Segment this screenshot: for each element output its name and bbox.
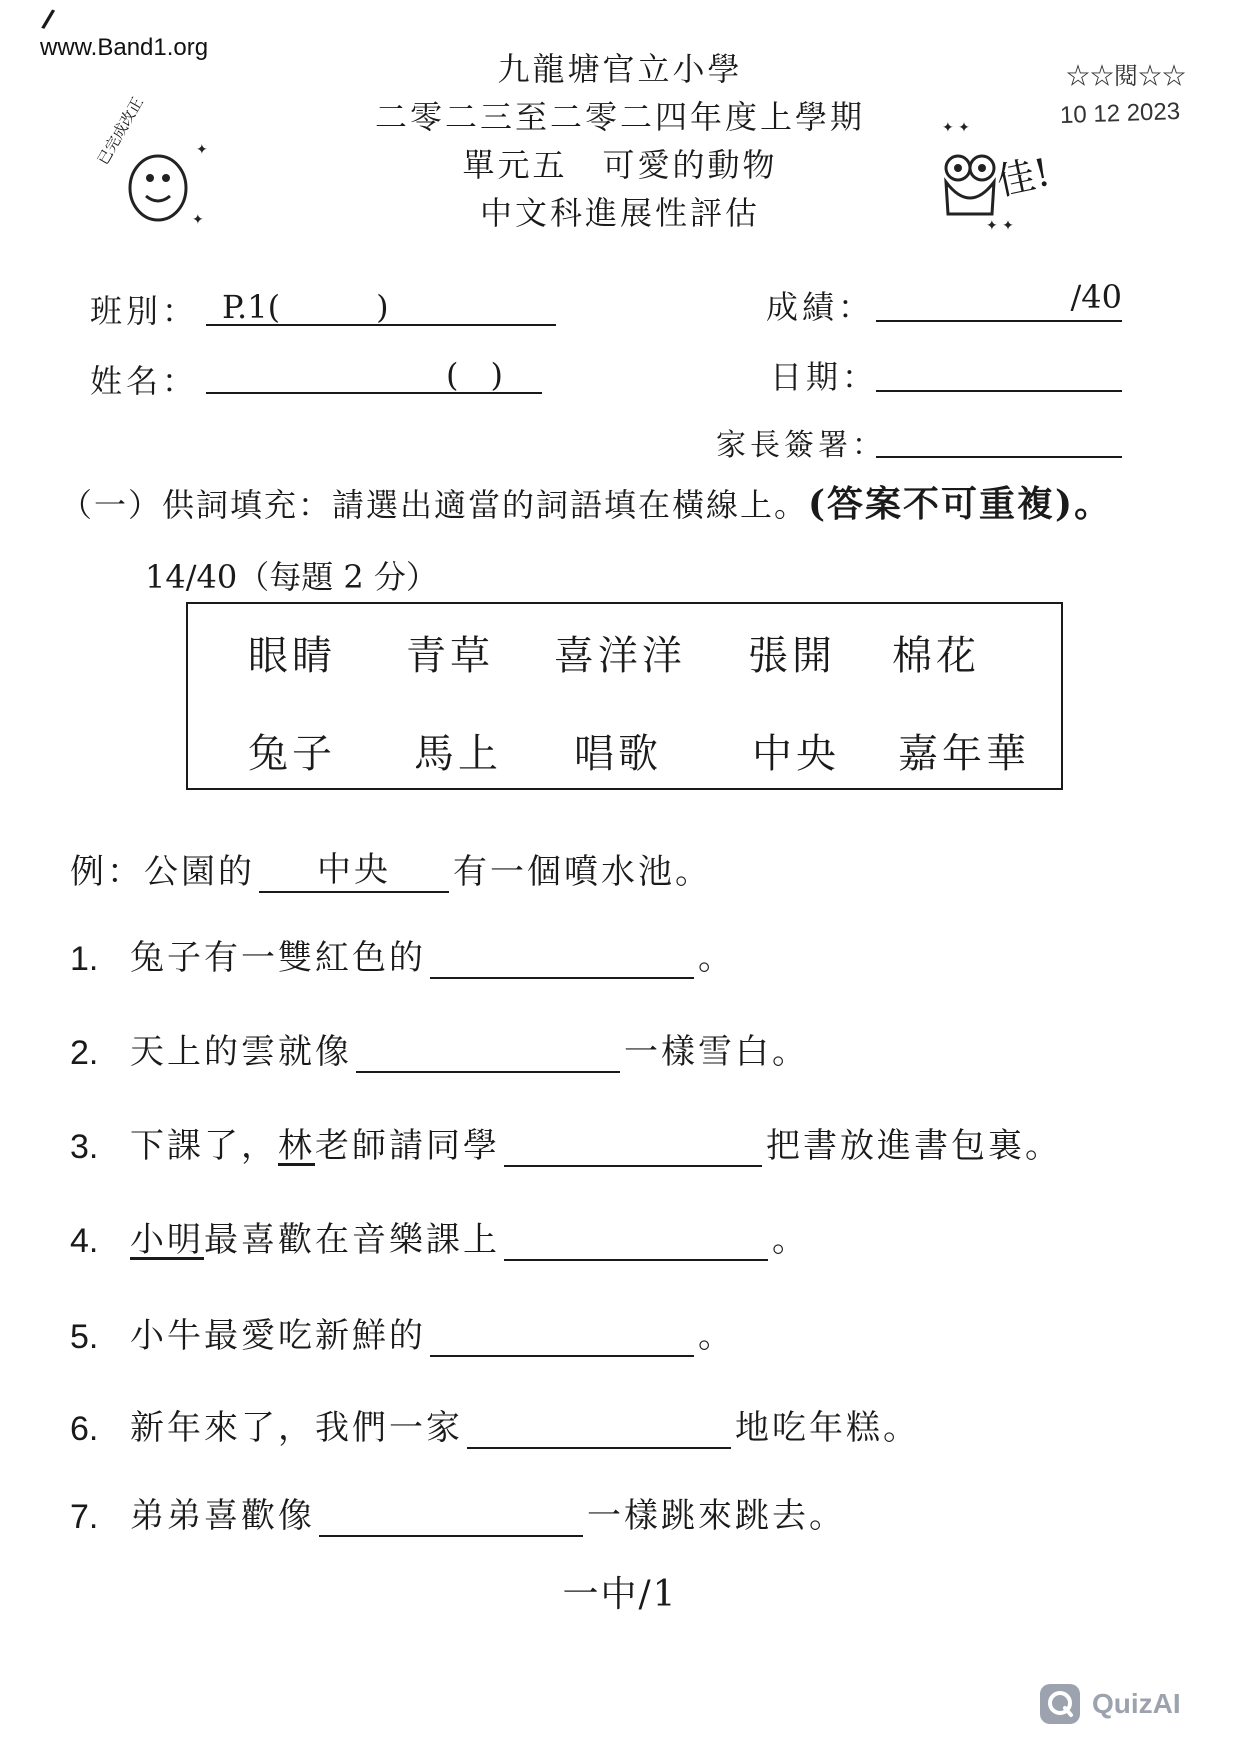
word-bank-item: 喜洋洋 (554, 633, 686, 679)
question-text: 最喜歡在音樂課上 (204, 1220, 500, 1260)
section-note: (答案不可重複)。 (808, 483, 1113, 525)
question-text: 一樣雪白。 (624, 1032, 809, 1072)
section-instruction: （一）供詞填充：請選出適當的詞語填在橫線上。 (60, 486, 809, 524)
question-number: 3. (70, 1128, 99, 1166)
section-title (60, 476, 1112, 527)
assessment-title: 中文科進展性評估 (479, 194, 760, 232)
page-footer: 一中/1 (562, 1574, 678, 1615)
class-label: 班別： (90, 292, 199, 330)
question-text: 兔子有一雙紅色的 (130, 938, 426, 978)
question-4 (70, 1212, 809, 1261)
question-3 (70, 1118, 1062, 1167)
name-label: 姓名： (90, 362, 199, 400)
question-text: 天上的雲就像 (130, 1032, 352, 1072)
question-text: 弟弟喜歡像 (130, 1496, 315, 1536)
question-number: 5. (70, 1318, 99, 1356)
word-bank-item: 棉花 (892, 633, 980, 679)
question-number: 1. (70, 940, 99, 978)
school-term: 二零二三至二零二四年度上學期 (374, 98, 865, 136)
word-bank-item: 張開 (748, 633, 836, 679)
review-stamp: ☆☆閱☆☆ (1066, 63, 1186, 90)
question-number: 4. (70, 1222, 99, 1260)
date-label: 日期： (770, 358, 879, 396)
question-text: 小牛最愛吃新鮮的 (130, 1316, 426, 1356)
quizai-logo-icon (1038, 1682, 1082, 1726)
unit-title: 單元五 可愛的動物 (462, 146, 778, 184)
answer-blank[interactable] (430, 939, 694, 979)
parent-signature-label: 家長簽署： (716, 428, 886, 463)
school-name: 九龍塘官立小學 (497, 50, 743, 88)
word-bank (186, 602, 1063, 790)
right-stamp-text: 佳! (992, 149, 1055, 204)
example-answer: 中央 (259, 842, 449, 893)
answer-blank[interactable] (467, 1409, 731, 1449)
question-text: 。 (698, 938, 735, 978)
answer-blank[interactable] (356, 1033, 620, 1073)
watermark: www.Band1.org (40, 34, 209, 61)
question-number: 6. (70, 1410, 99, 1448)
proper-name: 林 (278, 1126, 315, 1166)
question-text: 。 (772, 1220, 809, 1260)
word-bank-item: 中央 (752, 731, 840, 777)
review-date: 10 12 2023 (1059, 97, 1181, 130)
question-text: 。 (698, 1316, 735, 1356)
brand-logo (1038, 1682, 1181, 1726)
word-bank-item: 兔子 (248, 731, 336, 777)
brand-name: QuizAI (1092, 1688, 1181, 1719)
question-1 (70, 930, 735, 979)
word-bank-item: 馬上 (414, 731, 502, 777)
answer-blank[interactable] (504, 1127, 762, 1167)
class-field[interactable]: P.1( ) (206, 282, 556, 326)
question-text: 新年來了，我們一家 (130, 1408, 463, 1448)
svg-text:✦: ✦ (196, 142, 208, 158)
proper-name: 小明 (130, 1220, 204, 1260)
pen-mark: / (39, 3, 58, 36)
name-field[interactable]: ( ) (206, 350, 542, 394)
example-after: 有一個噴水池。 (453, 852, 712, 892)
svg-text:✦ ✦: ✦ ✦ (942, 120, 970, 136)
answer-blank[interactable] (319, 1497, 583, 1537)
score-label: 成績： (766, 288, 875, 326)
date-field[interactable] (876, 350, 1122, 392)
score-field[interactable]: /40 (876, 278, 1122, 322)
question-2 (70, 1024, 809, 1073)
question-text: 下課了， (130, 1126, 278, 1166)
word-bank-item: 眼睛 (248, 633, 336, 679)
example-before: 公園的 (144, 852, 255, 892)
word-bank-item: 青草 (406, 633, 494, 679)
word-bank-item: 唱歌 (574, 731, 662, 777)
section-marks: 14/40（每題 2 分） (145, 558, 438, 596)
question-6 (70, 1400, 920, 1449)
question-text: 一樣跳來跳去。 (587, 1496, 846, 1536)
example-sentence (70, 842, 712, 893)
word-bank-item: 嘉年華 (898, 731, 1030, 777)
question-7 (70, 1488, 846, 1537)
answer-blank[interactable] (430, 1317, 694, 1357)
svg-text:✦ ✦: ✦ ✦ (986, 218, 1014, 234)
question-5 (70, 1308, 735, 1357)
example-label: 例： (70, 852, 144, 892)
svg-text:✦: ✦ (192, 212, 204, 228)
left-stamp-text: 已完成改正 (93, 94, 147, 168)
question-number: 2. (70, 1034, 99, 1072)
question-text: 地吃年糕。 (735, 1408, 920, 1448)
question-text: 把書放進書包裏。 (766, 1126, 1062, 1166)
question-number: 7. (70, 1498, 99, 1536)
parent-signature-field[interactable] (876, 416, 1122, 458)
answer-blank[interactable] (504, 1221, 768, 1261)
question-text: 老師請同學 (315, 1126, 500, 1166)
